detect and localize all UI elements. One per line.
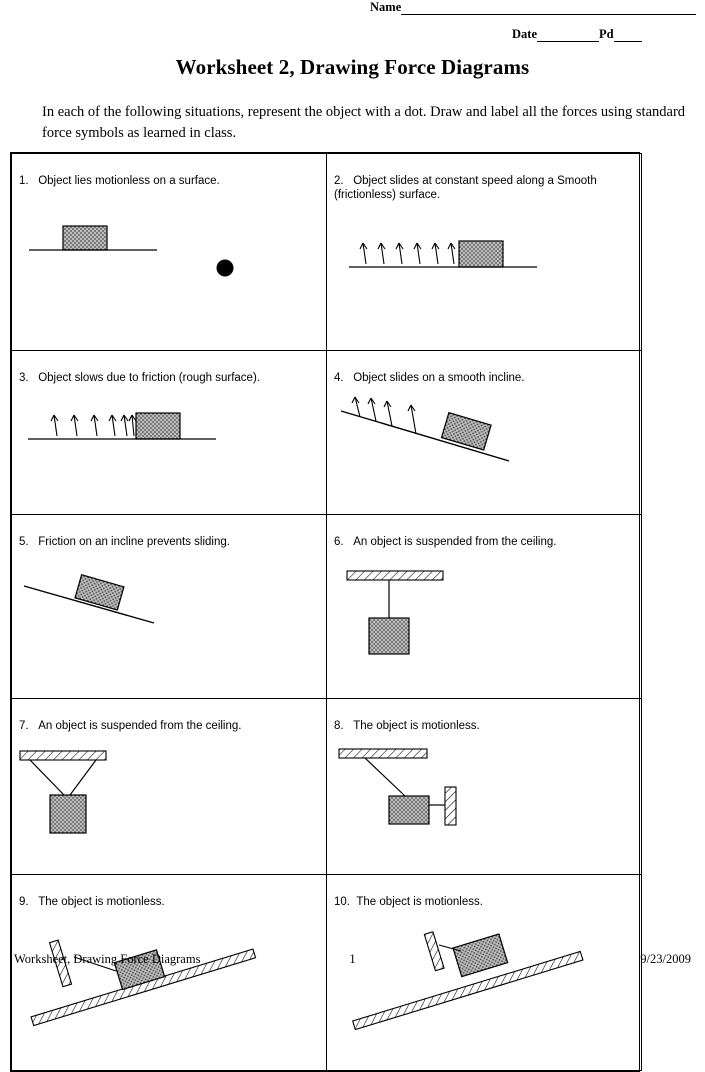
problem-6-figure — [327, 549, 641, 698]
problem-1-text: Object lies motionless on a surface. — [38, 175, 220, 187]
problem-8-figure — [327, 733, 641, 874]
instructions-paragraph: In each of the following situations, represent the object with a dot. Draw and label all the forces using standard force symbols as learned in class. — [42, 104, 686, 141]
problem-8-label — [327, 699, 641, 733]
problem-grid — [10, 152, 640, 1072]
problem-9-number: 9. — [19, 896, 29, 908]
problem-cell-7 — [12, 699, 327, 875]
footer-left-text: Worksheet, Drawing Force Diagrams — [14, 952, 201, 966]
problem-10-figure — [327, 909, 641, 1070]
problem-3-number: 3. — [19, 372, 29, 384]
problem-9-figure — [12, 909, 326, 1070]
problem-4-figure — [327, 385, 641, 514]
footer-page-number: 1 — [349, 952, 356, 966]
date-blank-rule — [537, 30, 599, 42]
problem-6-label — [327, 515, 641, 549]
problem-9-text: The object is motionless. — [38, 896, 165, 908]
problem-6-text: An object is suspended from the ceiling. — [353, 536, 557, 548]
problem-7-figure — [12, 733, 326, 874]
problem-cell-4 — [327, 351, 642, 515]
problem-7-number: 7. — [19, 720, 29, 732]
problem-3-text: Object slows due to friction (rough surface). — [38, 372, 260, 384]
problem-2-text: Object slides at constant speed along a Smooth (frictionless) surface. — [334, 175, 597, 201]
problem-4-number: 4. — [334, 372, 344, 384]
problem-1-number: 1. — [19, 175, 29, 187]
problem-cell-8 — [327, 699, 642, 875]
problem-cell-6 — [327, 515, 642, 699]
problem-10-number: 10. — [334, 896, 350, 908]
table-row — [12, 875, 642, 1071]
problem-2-figure — [327, 202, 641, 350]
pd-blank-rule — [614, 30, 642, 42]
name-blank-rule — [401, 3, 696, 15]
problem-cell-1 — [12, 154, 327, 351]
pd-label: Pd — [599, 27, 614, 41]
table-row — [12, 351, 642, 515]
problem-5-number: 5. — [19, 536, 29, 548]
problem-8-text: The object is motionless. — [353, 720, 480, 732]
problem-8-number: 8. — [334, 720, 344, 732]
problem-1-figure — [12, 188, 326, 336]
name-field-line — [370, 0, 696, 15]
problem-cell-2 — [327, 154, 642, 351]
problem-4-label — [327, 351, 641, 385]
page-title: Worksheet 2, Drawing Force Diagrams — [175, 55, 530, 79]
problem-2-number: 2. — [334, 175, 344, 187]
problem-1-label — [12, 154, 326, 188]
date-label: Date — [512, 27, 537, 41]
table-row — [12, 515, 642, 699]
problem-9-label — [12, 875, 326, 909]
table-row — [12, 154, 642, 351]
problem-5-figure — [12, 549, 326, 698]
problem-5-label — [12, 515, 326, 549]
table-row — [12, 699, 642, 875]
problem-7-label — [12, 699, 326, 733]
problem-3-label — [12, 351, 326, 385]
problem-cell-3 — [12, 351, 327, 515]
footer-date: 9/23/2009 — [640, 952, 691, 966]
problem-5-text: Friction on an incline prevents sliding. — [38, 536, 230, 548]
date-pd-field-line — [512, 27, 642, 42]
problem-2-label — [327, 154, 641, 202]
problem-7-text: An object is suspended from the ceiling. — [38, 720, 242, 732]
name-label: Name — [370, 0, 402, 14]
problem-cell-9 — [12, 875, 327, 1071]
problem-6-number: 6. — [334, 536, 344, 548]
problem-10-label — [327, 875, 641, 909]
problem-3-figure — [12, 385, 326, 514]
problem-10-text: The object is motionless. — [356, 896, 483, 908]
problem-4-text: Object slides on a smooth incline. — [353, 372, 525, 384]
problem-cell-10 — [327, 875, 642, 1071]
problem-cell-5 — [12, 515, 327, 699]
